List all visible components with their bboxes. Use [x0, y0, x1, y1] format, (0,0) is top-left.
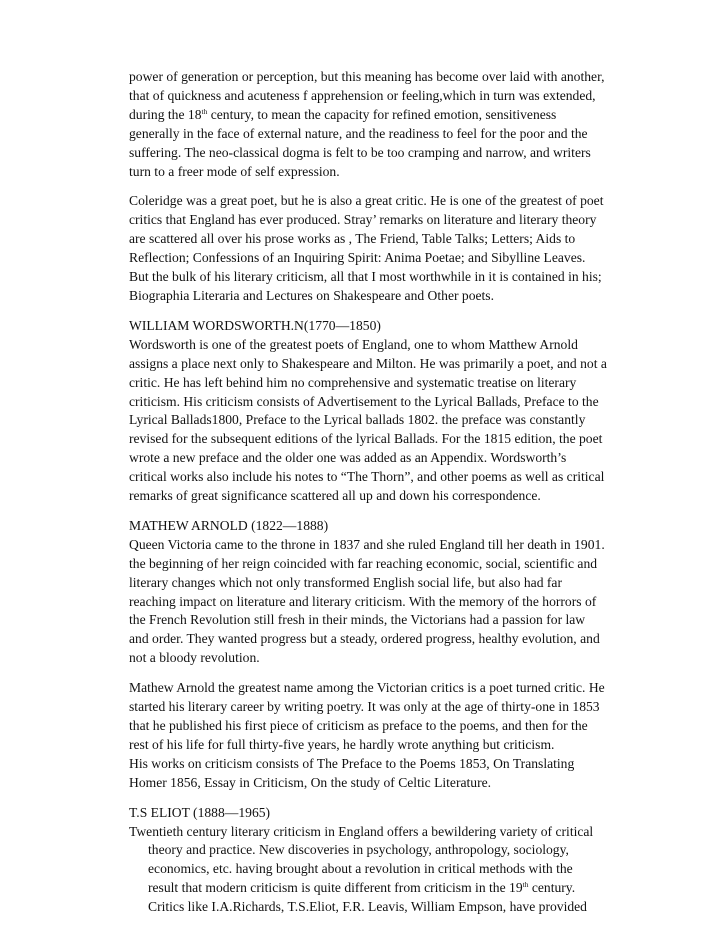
superscript-ordinal: th: [522, 880, 529, 890]
text-line: power of generation or perception, but this meaning has become over laid with another,: [129, 69, 605, 84]
section-heading: MATHEW ARNOLD (1822—1888): [129, 517, 329, 533]
text-line: started his literary career by writing poetry. It was only at the age of thirty-one in 1853: [129, 699, 600, 715]
section-arnold: [129, 517, 629, 668]
text-fragment: result that modern criticism is quite different from criticism in the 19: [148, 880, 523, 896]
section-heading: T.S ELIOT (1888—1965): [129, 804, 271, 820]
text-fragment: century.: [528, 880, 576, 896]
text-line: Twentieth century literary criticism in England offers a bewildering variety of critical: [129, 823, 594, 839]
text-line: Biographia Literaria and Lectures on Shakespeare and Other poets.: [129, 287, 495, 303]
text-line: Reflection; Confessions of an Inquiring Spirit: Anima Poetae; and Sibylline Leaves.: [129, 250, 586, 266]
text-line: His works on criticism consists of The Preface to the Poems 1853, On Translating: [129, 755, 575, 771]
document-page: [129, 68, 629, 928]
text-line: revised for the subsequent editions of the lyrical Ballads. For the 1815 edition, the poet: [129, 431, 603, 447]
text-line: the beginning of her reign coincided with far reaching economic, social, scientific and: [129, 555, 598, 571]
text-line: But the bulk of his literary criticism, all that I most worthwhile in it is contained in his;: [129, 269, 602, 285]
text-line: Queen Victoria came to the throne in 1837 and she ruled England till her death in 1901.: [129, 536, 605, 552]
text-fragment: century, to mean the capacity for refined emotion, sensitiveness: [207, 106, 557, 122]
text-line: and order. They wanted progress but a steady, ordered progress, healthy evolution, and: [129, 631, 600, 647]
paragraph-coleridge: [129, 192, 629, 305]
text-line: critic. He has left behind him no comprehensive and systematic treatise on literary: [129, 374, 577, 390]
text-line: [129, 106, 629, 125]
text-line: the French Revolution still fresh in their minds, the Victorians had a passion for law: [129, 612, 586, 628]
text-line: economics, etc. having brought about a revolution in critical methods with the: [148, 861, 573, 877]
paragraph-arnold-career: [129, 679, 629, 792]
text-line: suffering. The neo-classical dogma is felt to be too cramping and narrow, and writers: [129, 144, 591, 160]
text-line: rest of his life for full thirty-five years, he hardly wrote anything but criticism.: [129, 736, 555, 752]
text-line: generally in the face of external nature, and the readiness to feel for the poor and the: [129, 125, 588, 141]
text-line: assigns a place next only to Shakespeare and Milton. He was primarily a poet, and not a: [129, 355, 607, 371]
text-line: Mathew Arnold the greatest name among the Victorian critics is a poet turned critic. He: [129, 680, 605, 696]
text-line: [129, 879, 629, 898]
text-line: critical works also include his notes to “The Thorn”, and other poems as well as critical: [129, 469, 605, 485]
text-line: Lyrical Ballads1800, Preface to the Lyrical ballads 1802. the preface was constantly: [129, 412, 586, 428]
text-line: Wordsworth is one of the greatest poets of England, one to whom Matthew Arnold: [129, 336, 578, 352]
text-line: Coleridge was a great poet, but he is also a great critic. He is one of the greatest of poet: [129, 193, 604, 209]
text-line: wrote a new preface and the older one was added as an Appendix. Wordsworth’s: [129, 450, 567, 466]
section-heading: WILLIAM WORDSWORTH.N(1770—1850): [129, 317, 381, 333]
text-line: criticism. His criticism consists of Advertisement to the Lyrical Ballads, Preface to the: [129, 393, 599, 409]
text-line: not a bloody revolution.: [129, 650, 260, 666]
paragraph-sensibility: [129, 68, 629, 181]
text-line: are scattered all over his prose works as , The Friend, Table Talks; Letters; Aids to: [129, 231, 576, 247]
text-line: Critics like I.A.Richards, T.S.Eliot, F.R. Leavis, William Empson, have provided: [148, 899, 587, 915]
text-line: reaching impact on literature and literary criticism. With the memory of the horrors of: [129, 593, 597, 609]
text-fragment: during the 18: [129, 106, 202, 122]
section-eliot: [129, 804, 629, 917]
text-line: that of quickness and acuteness f apprehension or feeling,which in turn was extended,: [129, 87, 596, 103]
text-line: remarks of great significance scattered all up and down his correspondence.: [129, 488, 541, 504]
superscript-ordinal: th: [201, 106, 208, 116]
text-line: theory and practice. New discoveries in psychology, anthropology, sociology,: [148, 842, 569, 858]
text-line: turn to a freer mode of self expression.: [129, 163, 340, 179]
section-wordsworth: [129, 317, 629, 506]
text-line: critics that England has ever produced. Stray’ remarks on literature and literary theory: [129, 212, 597, 228]
text-line: Homer 1856, Essay in Criticism, On the study of Celtic Literature.: [129, 774, 492, 790]
text-line: literary changes which not only transformed English social life, but also had far: [129, 574, 562, 590]
text-line: that he published his first piece of criticism as preface to the poems, and then for the: [129, 718, 588, 733]
